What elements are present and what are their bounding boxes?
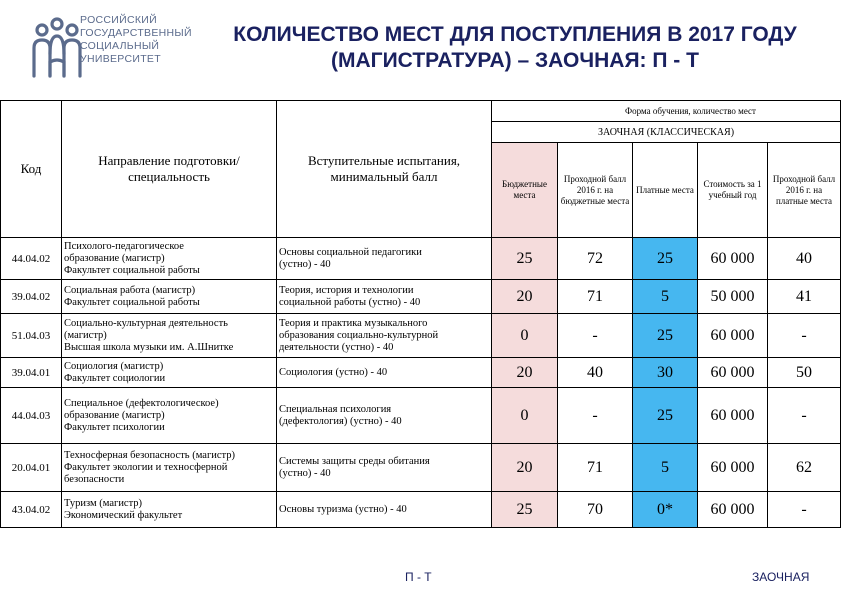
header-direction: Направление подготовки/ специальность: [62, 101, 277, 238]
title-line-1: КОЛИЧЕСТВО МЕСТ ДЛЯ ПОСТУПЛЕНИЯ В 2017 ГОДУ: [233, 23, 797, 46]
header-passing-paid: Проходной балл 2016 г. на платные места: [768, 143, 841, 238]
logo-line: СОЦИАЛЬНЫЙ: [80, 40, 160, 52]
row-cost: 60 000: [698, 314, 768, 358]
table-row: [1, 280, 841, 314]
direction-line: образование (магистр): [64, 252, 165, 264]
row-budget: 20: [492, 444, 558, 492]
direction-line: Высшая школа музыки им. А.Шнитке: [64, 341, 234, 353]
header-mode: ЗАОЧНАЯ (КЛАССИЧЕСКАЯ): [492, 122, 841, 143]
direction-line: Специальное (дефектологическое): [64, 397, 219, 409]
row-direction: [62, 238, 277, 280]
row-paid: 25: [633, 238, 698, 280]
direction-line: Социально-культурная деятельность: [64, 317, 228, 329]
header-code: Код: [1, 101, 62, 238]
row-budget: 25: [492, 492, 558, 528]
header-cost: Стоимость за 1 учебный год: [698, 143, 768, 238]
logo-text: [80, 14, 192, 66]
row-passing-paid: -: [768, 388, 841, 444]
direction-line: Факультет социальной работы: [64, 296, 200, 308]
footer-program: П - Т: [405, 570, 432, 584]
row-paid: 5: [633, 280, 698, 314]
table-row: [1, 314, 841, 358]
row-exam: [277, 444, 492, 492]
title-line-2: (МАГИСТРАТУРА) – ЗАОЧНАЯ: П - Т: [331, 49, 699, 72]
row-cost: 60 000: [698, 358, 768, 388]
exam-line: Теория и практика музыкального: [279, 317, 428, 329]
row-passing-budget: 71: [558, 444, 633, 492]
row-paid: 25: [633, 314, 698, 358]
table-row: [1, 238, 841, 280]
exam-line: (дефектология) (устно) - 40: [279, 415, 402, 427]
row-passing-budget: -: [558, 388, 633, 444]
row-budget: 0: [492, 388, 558, 444]
row-code: 43.04.02: [1, 492, 62, 528]
direction-line: Социология (магистр): [64, 360, 164, 372]
logo-line: РОССИЙСКИЙ: [80, 14, 157, 26]
logo-line: УНИВЕРСИТЕТ: [80, 53, 161, 65]
row-cost: 60 000: [698, 388, 768, 444]
row-budget: 20: [492, 280, 558, 314]
row-passing-paid: 40: [768, 238, 841, 280]
row-passing-budget: 70: [558, 492, 633, 528]
direction-line: Факультет социальной работы: [64, 264, 200, 276]
row-code: 44.04.02: [1, 238, 62, 280]
row-budget: 25: [492, 238, 558, 280]
row-passing-paid: 62: [768, 444, 841, 492]
page-title: [195, 22, 835, 74]
row-exam: [277, 314, 492, 358]
admission-table: [0, 100, 841, 528]
row-passing-paid: 50: [768, 358, 841, 388]
exam-line: образования социально-культурной: [279, 329, 439, 341]
direction-line: (магистр): [64, 329, 107, 341]
row-passing-budget: 71: [558, 280, 633, 314]
row-paid: 25: [633, 388, 698, 444]
exam-line: Специальная психология: [279, 403, 392, 415]
row-direction: [62, 444, 277, 492]
row-direction: [62, 314, 277, 358]
exam-line: Основы социальной педагогики: [279, 246, 422, 258]
header-budget: Бюджетные места: [492, 143, 558, 238]
row-passing-paid: -: [768, 314, 841, 358]
row-exam: [277, 358, 492, 388]
exam-line: социальной работы (устно) - 40: [279, 296, 421, 308]
row-direction: [62, 388, 277, 444]
row-paid: 30: [633, 358, 698, 388]
exam-line: (устно) - 40: [279, 258, 331, 270]
row-exam: [277, 280, 492, 314]
header-paid: Платные места: [633, 143, 698, 238]
direction-line: безопасности: [64, 473, 125, 485]
header-form: Форма обучения, количество мест: [492, 101, 841, 122]
table-row: [1, 444, 841, 492]
footer-mode: ЗАОЧНАЯ: [752, 570, 810, 584]
row-direction: [62, 280, 277, 314]
exam-line: Социология (устно) - 40: [279, 366, 388, 378]
direction-line: Техносферная безопасность (магистр): [64, 449, 235, 461]
exam-line: Системы защиты среды обитания: [279, 455, 430, 467]
row-exam: [277, 238, 492, 280]
direction-line: Экономический факультет: [64, 509, 183, 521]
row-code: 20.04.01: [1, 444, 62, 492]
logo-line: ГОСУДАРСТВЕННЫЙ: [80, 27, 192, 39]
row-cost: 50 000: [698, 280, 768, 314]
exam-line: деятельности (устно) - 40: [279, 341, 394, 353]
row-code: 39.04.02: [1, 280, 62, 314]
row-code: 39.04.01: [1, 358, 62, 388]
row-code: 44.04.03: [1, 388, 62, 444]
row-cost: 60 000: [698, 238, 768, 280]
table-row: [1, 358, 841, 388]
direction-line: Туризм (магистр): [64, 497, 143, 509]
row-cost: 60 000: [698, 444, 768, 492]
row-paid: 5: [633, 444, 698, 492]
row-direction: [62, 358, 277, 388]
header-exams: Вступительные испытания, минимальный балл: [277, 101, 492, 238]
row-passing-paid: 41: [768, 280, 841, 314]
row-passing-paid: -: [768, 492, 841, 528]
exam-line: Теория, история и технологии: [279, 284, 414, 296]
direction-line: Факультет социологии: [64, 372, 166, 384]
row-passing-budget: 72: [558, 238, 633, 280]
row-direction: [62, 492, 277, 528]
direction-line: Факультет психологии: [64, 421, 165, 433]
direction-line: образование (магистр): [64, 409, 165, 421]
direction-line: Факультет экологии и техносферной: [64, 461, 228, 473]
row-passing-budget: 40: [558, 358, 633, 388]
table-row: [1, 492, 841, 528]
row-budget: 0: [492, 314, 558, 358]
row-cost: 60 000: [698, 492, 768, 528]
row-paid: 0*: [633, 492, 698, 528]
row-budget: 20: [492, 358, 558, 388]
table-row: [1, 388, 841, 444]
row-exam: [277, 492, 492, 528]
header-passing-budget: Проходной балл 2016 г. на бюджетные места: [558, 143, 633, 238]
row-code: 51.04.03: [1, 314, 62, 358]
row-passing-budget: -: [558, 314, 633, 358]
exam-line: Основы туризма (устно) - 40: [279, 503, 407, 515]
direction-line: Социальная работа (магистр): [64, 284, 196, 296]
exam-line: (устно) - 40: [279, 467, 331, 479]
row-exam: [277, 388, 492, 444]
direction-line: Психолого-педагогическое: [64, 240, 184, 252]
